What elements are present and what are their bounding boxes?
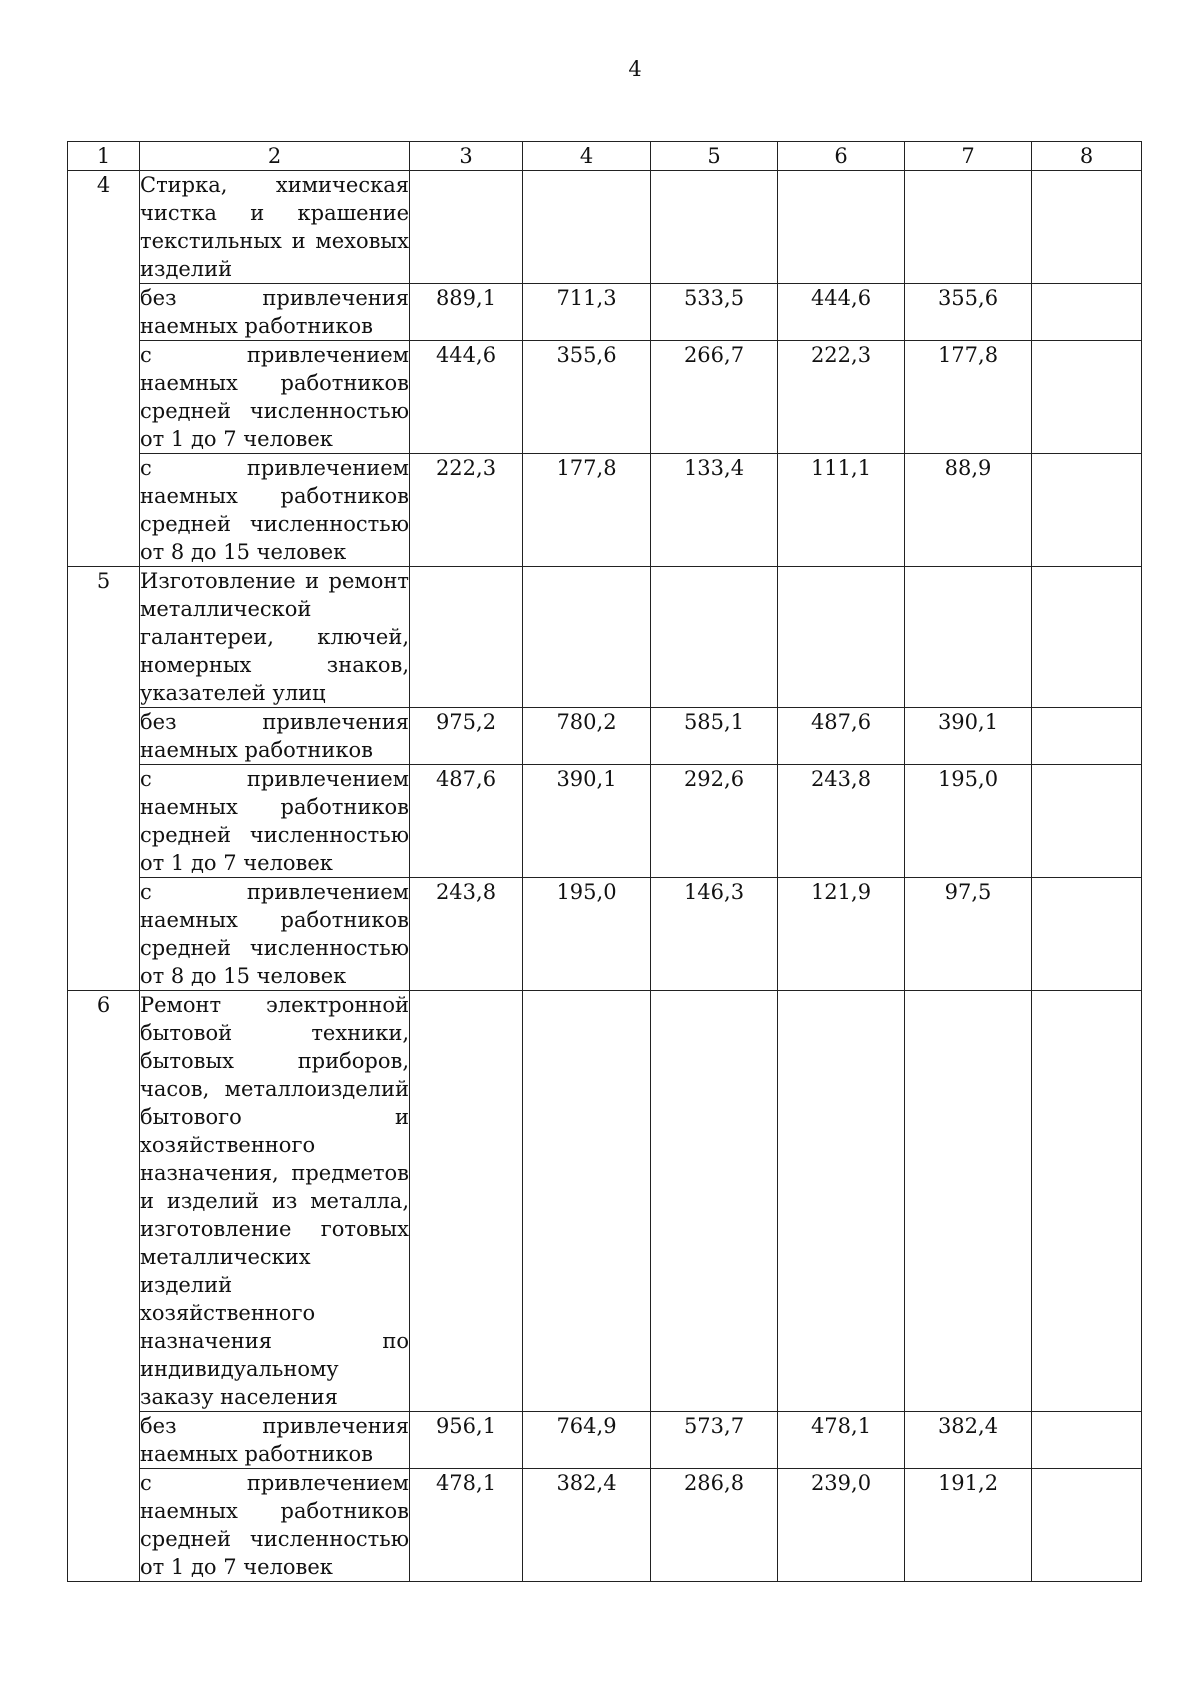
column-header: 8 — [1032, 142, 1142, 171]
empty-cell — [1032, 991, 1142, 1412]
empty-cell — [1032, 567, 1142, 708]
value-cell: 146,3 — [651, 878, 778, 991]
value-cell: 121,9 — [778, 878, 905, 991]
group-title-row — [68, 991, 1142, 1412]
value-cell: 191,2 — [905, 1469, 1032, 1582]
empty-cell — [651, 991, 778, 1412]
tariff-table — [67, 141, 1142, 1582]
row-description: без привлечения наемных работников — [140, 284, 410, 341]
row-description: с привлечением наемных работников средней численностью от 8 до 15 человек — [140, 878, 410, 991]
empty-cell — [905, 567, 1032, 708]
value-cell: 195,0 — [523, 878, 651, 991]
value-cell: 711,3 — [523, 284, 651, 341]
table-row — [68, 708, 1142, 765]
value-cell: 266,7 — [651, 341, 778, 454]
value-cell — [1032, 341, 1142, 454]
value-cell: 292,6 — [651, 765, 778, 878]
empty-cell — [651, 567, 778, 708]
group-title: Ремонт электронной бытовой техники, бытовых приборов, часов, металлоизделий бытового и хозяйственного назначения, предметов и изделий из металла, изготовление готовых металлических изделий хозяйственного назначения по индивидуальному заказу населения — [140, 991, 410, 1412]
value-cell: 487,6 — [410, 765, 523, 878]
column-header: 7 — [905, 142, 1032, 171]
group-number: 4 — [68, 171, 140, 567]
value-cell: 239,0 — [778, 1469, 905, 1582]
empty-cell — [651, 171, 778, 284]
value-cell: 195,0 — [905, 765, 1032, 878]
table-row — [68, 454, 1142, 567]
empty-cell — [523, 567, 651, 708]
value-cell: 382,4 — [905, 1412, 1032, 1469]
empty-cell — [410, 171, 523, 284]
empty-cell — [778, 567, 905, 708]
value-cell: 355,6 — [523, 341, 651, 454]
value-cell: 585,1 — [651, 708, 778, 765]
group-title: Изготовление и ремонт металлической галантереи, ключей, номерных знаков, указателей улиц — [140, 567, 410, 708]
value-cell: 222,3 — [778, 341, 905, 454]
value-cell: 975,2 — [410, 708, 523, 765]
value-cell: 390,1 — [905, 708, 1032, 765]
value-cell: 243,8 — [410, 878, 523, 991]
column-header: 1 — [68, 142, 140, 171]
value-cell — [1032, 878, 1142, 991]
empty-cell — [410, 567, 523, 708]
table-row — [68, 878, 1142, 991]
value-cell: 889,1 — [410, 284, 523, 341]
column-header: 2 — [140, 142, 410, 171]
empty-cell — [778, 171, 905, 284]
value-cell: 956,1 — [410, 1412, 523, 1469]
value-cell: 780,2 — [523, 708, 651, 765]
row-description: с привлечением наемных работников средней численностью от 1 до 7 человек — [140, 341, 410, 454]
empty-cell — [1032, 171, 1142, 284]
value-cell — [1032, 1469, 1142, 1582]
row-description: без привлечения наемных работников — [140, 1412, 410, 1469]
table-row — [68, 1469, 1142, 1582]
value-cell: 390,1 — [523, 765, 651, 878]
value-cell: 243,8 — [778, 765, 905, 878]
group-title-row — [68, 567, 1142, 708]
value-cell: 444,6 — [778, 284, 905, 341]
group-title-row — [68, 171, 1142, 284]
value-cell: 111,1 — [778, 454, 905, 567]
value-cell: 222,3 — [410, 454, 523, 567]
value-cell: 177,8 — [905, 341, 1032, 454]
value-cell: 133,4 — [651, 454, 778, 567]
column-header: 6 — [778, 142, 905, 171]
row-description: без привлечения наемных работников — [140, 708, 410, 765]
value-cell: 97,5 — [905, 878, 1032, 991]
table-row — [68, 1412, 1142, 1469]
row-description: с привлечением наемных работников средней численностью от 1 до 7 человек — [140, 765, 410, 878]
table-row — [68, 341, 1142, 454]
group-number: 6 — [68, 991, 140, 1582]
value-cell — [1032, 1412, 1142, 1469]
header-row — [68, 142, 1142, 171]
row-description: с привлечением наемных работников средней численностью от 8 до 15 человек — [140, 454, 410, 567]
value-cell — [1032, 284, 1142, 341]
empty-cell — [523, 991, 651, 1412]
value-cell: 533,5 — [651, 284, 778, 341]
empty-cell — [410, 991, 523, 1412]
empty-cell — [778, 991, 905, 1412]
group-number: 5 — [68, 567, 140, 991]
value-cell: 355,6 — [905, 284, 1032, 341]
value-cell — [1032, 708, 1142, 765]
value-cell — [1032, 765, 1142, 878]
value-cell: 487,6 — [778, 708, 905, 765]
table-row — [68, 765, 1142, 878]
column-header: 3 — [410, 142, 523, 171]
value-cell: 382,4 — [523, 1469, 651, 1582]
value-cell: 88,9 — [905, 454, 1032, 567]
value-cell: 286,8 — [651, 1469, 778, 1582]
empty-cell — [523, 171, 651, 284]
row-description: с привлечением наемных работников средней численностью от 1 до 7 человек — [140, 1469, 410, 1582]
value-cell: 478,1 — [410, 1469, 523, 1582]
value-cell: 764,9 — [523, 1412, 651, 1469]
empty-cell — [905, 171, 1032, 284]
column-header: 4 — [523, 142, 651, 171]
page-number: 4 — [628, 57, 642, 81]
value-cell: 177,8 — [523, 454, 651, 567]
group-title: Стирка, химическая чистка и крашение текстильных и меховых изделий — [140, 171, 410, 284]
value-cell: 444,6 — [410, 341, 523, 454]
value-cell: 478,1 — [778, 1412, 905, 1469]
column-header: 5 — [651, 142, 778, 171]
table-row — [68, 284, 1142, 341]
empty-cell — [905, 991, 1032, 1412]
value-cell: 573,7 — [651, 1412, 778, 1469]
value-cell — [1032, 454, 1142, 567]
